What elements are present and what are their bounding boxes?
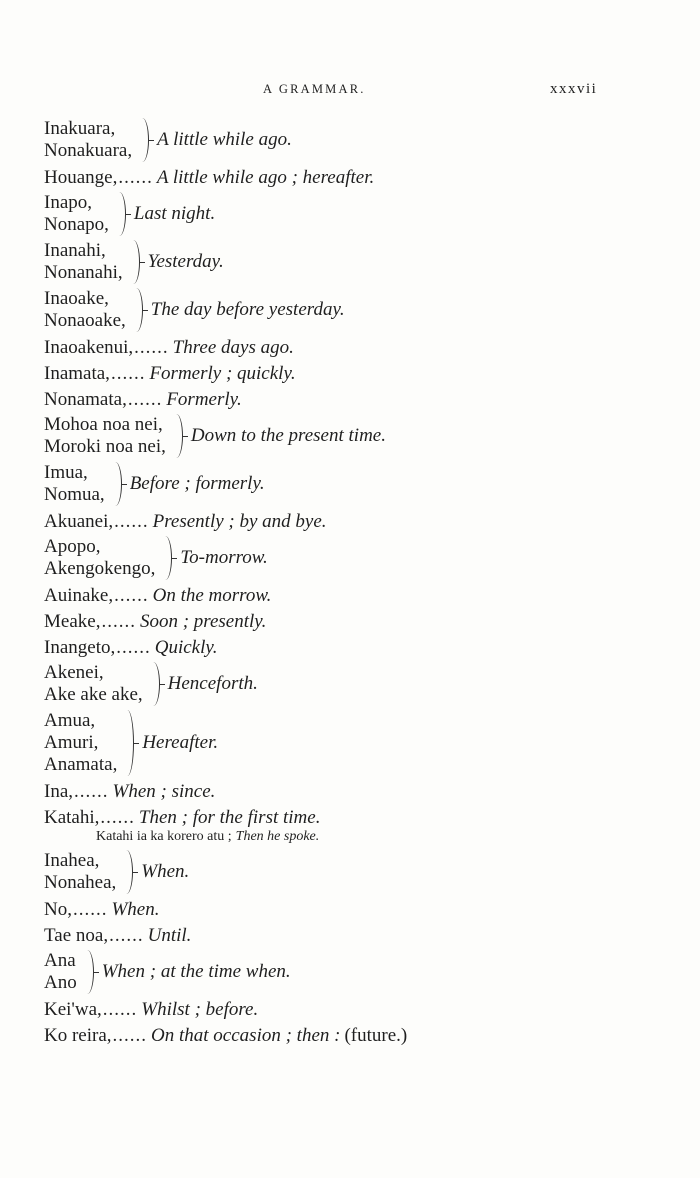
entry bbox=[44, 362, 664, 385]
brace bbox=[123, 710, 134, 776]
entry bbox=[44, 166, 664, 189]
entry bbox=[44, 584, 664, 607]
meaning: Then ; for the first time. bbox=[138, 807, 321, 828]
entry bbox=[44, 898, 664, 921]
term-list bbox=[44, 662, 143, 706]
term: Akuanei, bbox=[44, 511, 114, 532]
term: Nonakuara, bbox=[44, 140, 133, 161]
meaning: Henceforth. bbox=[167, 673, 258, 694]
term-list bbox=[44, 462, 105, 506]
brace bbox=[172, 414, 183, 458]
leader-dots: ...... bbox=[134, 337, 169, 358]
meaning: Whilst ; before. bbox=[141, 999, 259, 1020]
term: Katahi, bbox=[44, 807, 100, 828]
meaning: When. bbox=[141, 861, 190, 882]
meaning: Soon ; presently. bbox=[139, 611, 267, 632]
term: Inapo, bbox=[44, 192, 93, 213]
term-list bbox=[44, 536, 155, 580]
term: Ko reira, bbox=[44, 1025, 112, 1046]
term: Nonaoake, bbox=[44, 310, 126, 331]
term: Anamata, bbox=[44, 754, 118, 775]
running-title: A GRAMMAR. bbox=[263, 82, 366, 96]
term: Inanahi, bbox=[44, 240, 106, 261]
term: Inahea, bbox=[44, 850, 100, 871]
entry bbox=[44, 924, 664, 947]
brace bbox=[111, 462, 122, 506]
meaning: When. bbox=[111, 899, 160, 920]
entry-group bbox=[44, 950, 664, 994]
leader-dots: ...... bbox=[109, 925, 144, 946]
term-list bbox=[44, 414, 166, 458]
leader-dots: ...... bbox=[72, 899, 108, 920]
meaning: To-morrow. bbox=[180, 547, 268, 568]
entry-group bbox=[44, 536, 664, 580]
entry-group bbox=[44, 240, 664, 284]
term-list bbox=[44, 950, 77, 994]
brace bbox=[129, 240, 140, 284]
meaning: A little while ago. bbox=[157, 129, 292, 150]
meaning: Formerly. bbox=[166, 389, 242, 410]
term: Imua, bbox=[44, 462, 88, 483]
meaning: On that occasion ; then : bbox=[151, 1025, 341, 1046]
term: Ina, bbox=[44, 781, 74, 802]
page-header bbox=[0, 82, 700, 102]
brace bbox=[83, 950, 94, 994]
term: Nonamata, bbox=[44, 389, 127, 410]
leader-dots: ...... bbox=[118, 167, 153, 188]
term: Akengokengo, bbox=[44, 558, 156, 579]
term: Inaoakenui, bbox=[44, 337, 134, 358]
meaning: Last night. bbox=[133, 203, 216, 224]
brace bbox=[115, 192, 126, 236]
term-list bbox=[44, 288, 126, 332]
entry-group bbox=[44, 192, 664, 236]
leader-dots: ...... bbox=[74, 781, 109, 802]
term-list bbox=[44, 192, 109, 236]
term: Inamata, bbox=[44, 363, 110, 384]
term: Ake ake ake, bbox=[44, 684, 143, 705]
example-text: Katahi ia ka korero atu ; bbox=[96, 829, 232, 844]
meaning: Three days ago. bbox=[172, 337, 294, 358]
entry bbox=[44, 510, 664, 533]
meaning: Until. bbox=[147, 925, 192, 946]
example-translation: Then he spoke. bbox=[235, 829, 320, 844]
leader-dots: ...... bbox=[114, 511, 149, 532]
term: Akenei, bbox=[44, 662, 104, 683]
leader-dots: ...... bbox=[114, 585, 149, 606]
term: Inangeto, bbox=[44, 637, 116, 658]
meaning: Hereafter. bbox=[142, 732, 219, 753]
term: Tae noa, bbox=[44, 925, 109, 946]
term: Auinake, bbox=[44, 585, 114, 606]
entry bbox=[44, 1024, 664, 1047]
leader-dots: ...... bbox=[127, 389, 163, 410]
entry-group bbox=[44, 414, 664, 458]
term: Moroki noa nei, bbox=[44, 436, 166, 457]
note: (future.) bbox=[344, 1025, 408, 1046]
term: Nonanahi, bbox=[44, 262, 123, 283]
entry-group bbox=[44, 710, 664, 776]
meaning: When ; at the time when. bbox=[101, 961, 291, 982]
term: Nonahea, bbox=[44, 872, 117, 893]
term: Apopo, bbox=[44, 536, 101, 557]
entry-group bbox=[44, 462, 664, 506]
term: Amua, bbox=[44, 710, 96, 731]
term: Mohoa noa nei, bbox=[44, 414, 163, 435]
term-list bbox=[44, 118, 132, 162]
term: Ano bbox=[44, 972, 77, 993]
term: No, bbox=[44, 899, 72, 920]
entry bbox=[44, 336, 664, 359]
meaning: Presently ; by and bye. bbox=[152, 511, 327, 532]
leader-dots: ...... bbox=[101, 611, 136, 632]
brace bbox=[161, 536, 172, 580]
leader-dots: ...... bbox=[102, 999, 138, 1020]
term-list bbox=[44, 710, 117, 776]
entry bbox=[44, 780, 664, 803]
meaning: Quickly. bbox=[154, 637, 218, 658]
brace bbox=[138, 118, 149, 162]
leader-dots: ...... bbox=[110, 363, 146, 384]
term: Houange, bbox=[44, 167, 118, 188]
meaning: The day before yesterday. bbox=[150, 299, 345, 320]
brace bbox=[149, 662, 160, 706]
leader-dots: ...... bbox=[112, 1025, 148, 1046]
leader-dots: ...... bbox=[100, 807, 135, 828]
entry bbox=[44, 806, 664, 829]
term: Inaoake, bbox=[44, 288, 109, 309]
term: Nonapo, bbox=[44, 214, 109, 235]
meaning: Down to the present time. bbox=[190, 425, 386, 446]
entry bbox=[44, 388, 664, 411]
term: Meake, bbox=[44, 611, 101, 632]
meaning: When ; since. bbox=[112, 781, 216, 802]
meaning: On the morrow. bbox=[152, 585, 272, 606]
term-list bbox=[44, 240, 123, 284]
brace bbox=[132, 288, 143, 332]
entry bbox=[44, 610, 664, 633]
entry-group bbox=[44, 288, 664, 332]
entry-group bbox=[44, 118, 664, 162]
meaning: Yesterday. bbox=[147, 251, 224, 272]
term-list bbox=[44, 850, 116, 894]
term: Kei'wa, bbox=[44, 999, 102, 1020]
term: Amuri, bbox=[44, 732, 99, 753]
meaning: Before ; formerly. bbox=[129, 473, 265, 494]
entry-group bbox=[44, 662, 664, 706]
meaning: A little while ago ; hereafter. bbox=[156, 167, 375, 188]
entry bbox=[44, 636, 664, 659]
brace bbox=[122, 850, 133, 894]
example-sentence bbox=[96, 829, 664, 845]
vocabulary-list bbox=[44, 118, 664, 1050]
term: Inakuara, bbox=[44, 118, 116, 139]
term: Ana bbox=[44, 950, 76, 971]
entry bbox=[44, 998, 664, 1021]
page-number: xxxvii bbox=[550, 81, 598, 97]
entry-group bbox=[44, 850, 664, 894]
meaning: Formerly ; quickly. bbox=[149, 363, 296, 384]
term: Nomua, bbox=[44, 484, 105, 505]
leader-dots: ...... bbox=[116, 637, 151, 658]
